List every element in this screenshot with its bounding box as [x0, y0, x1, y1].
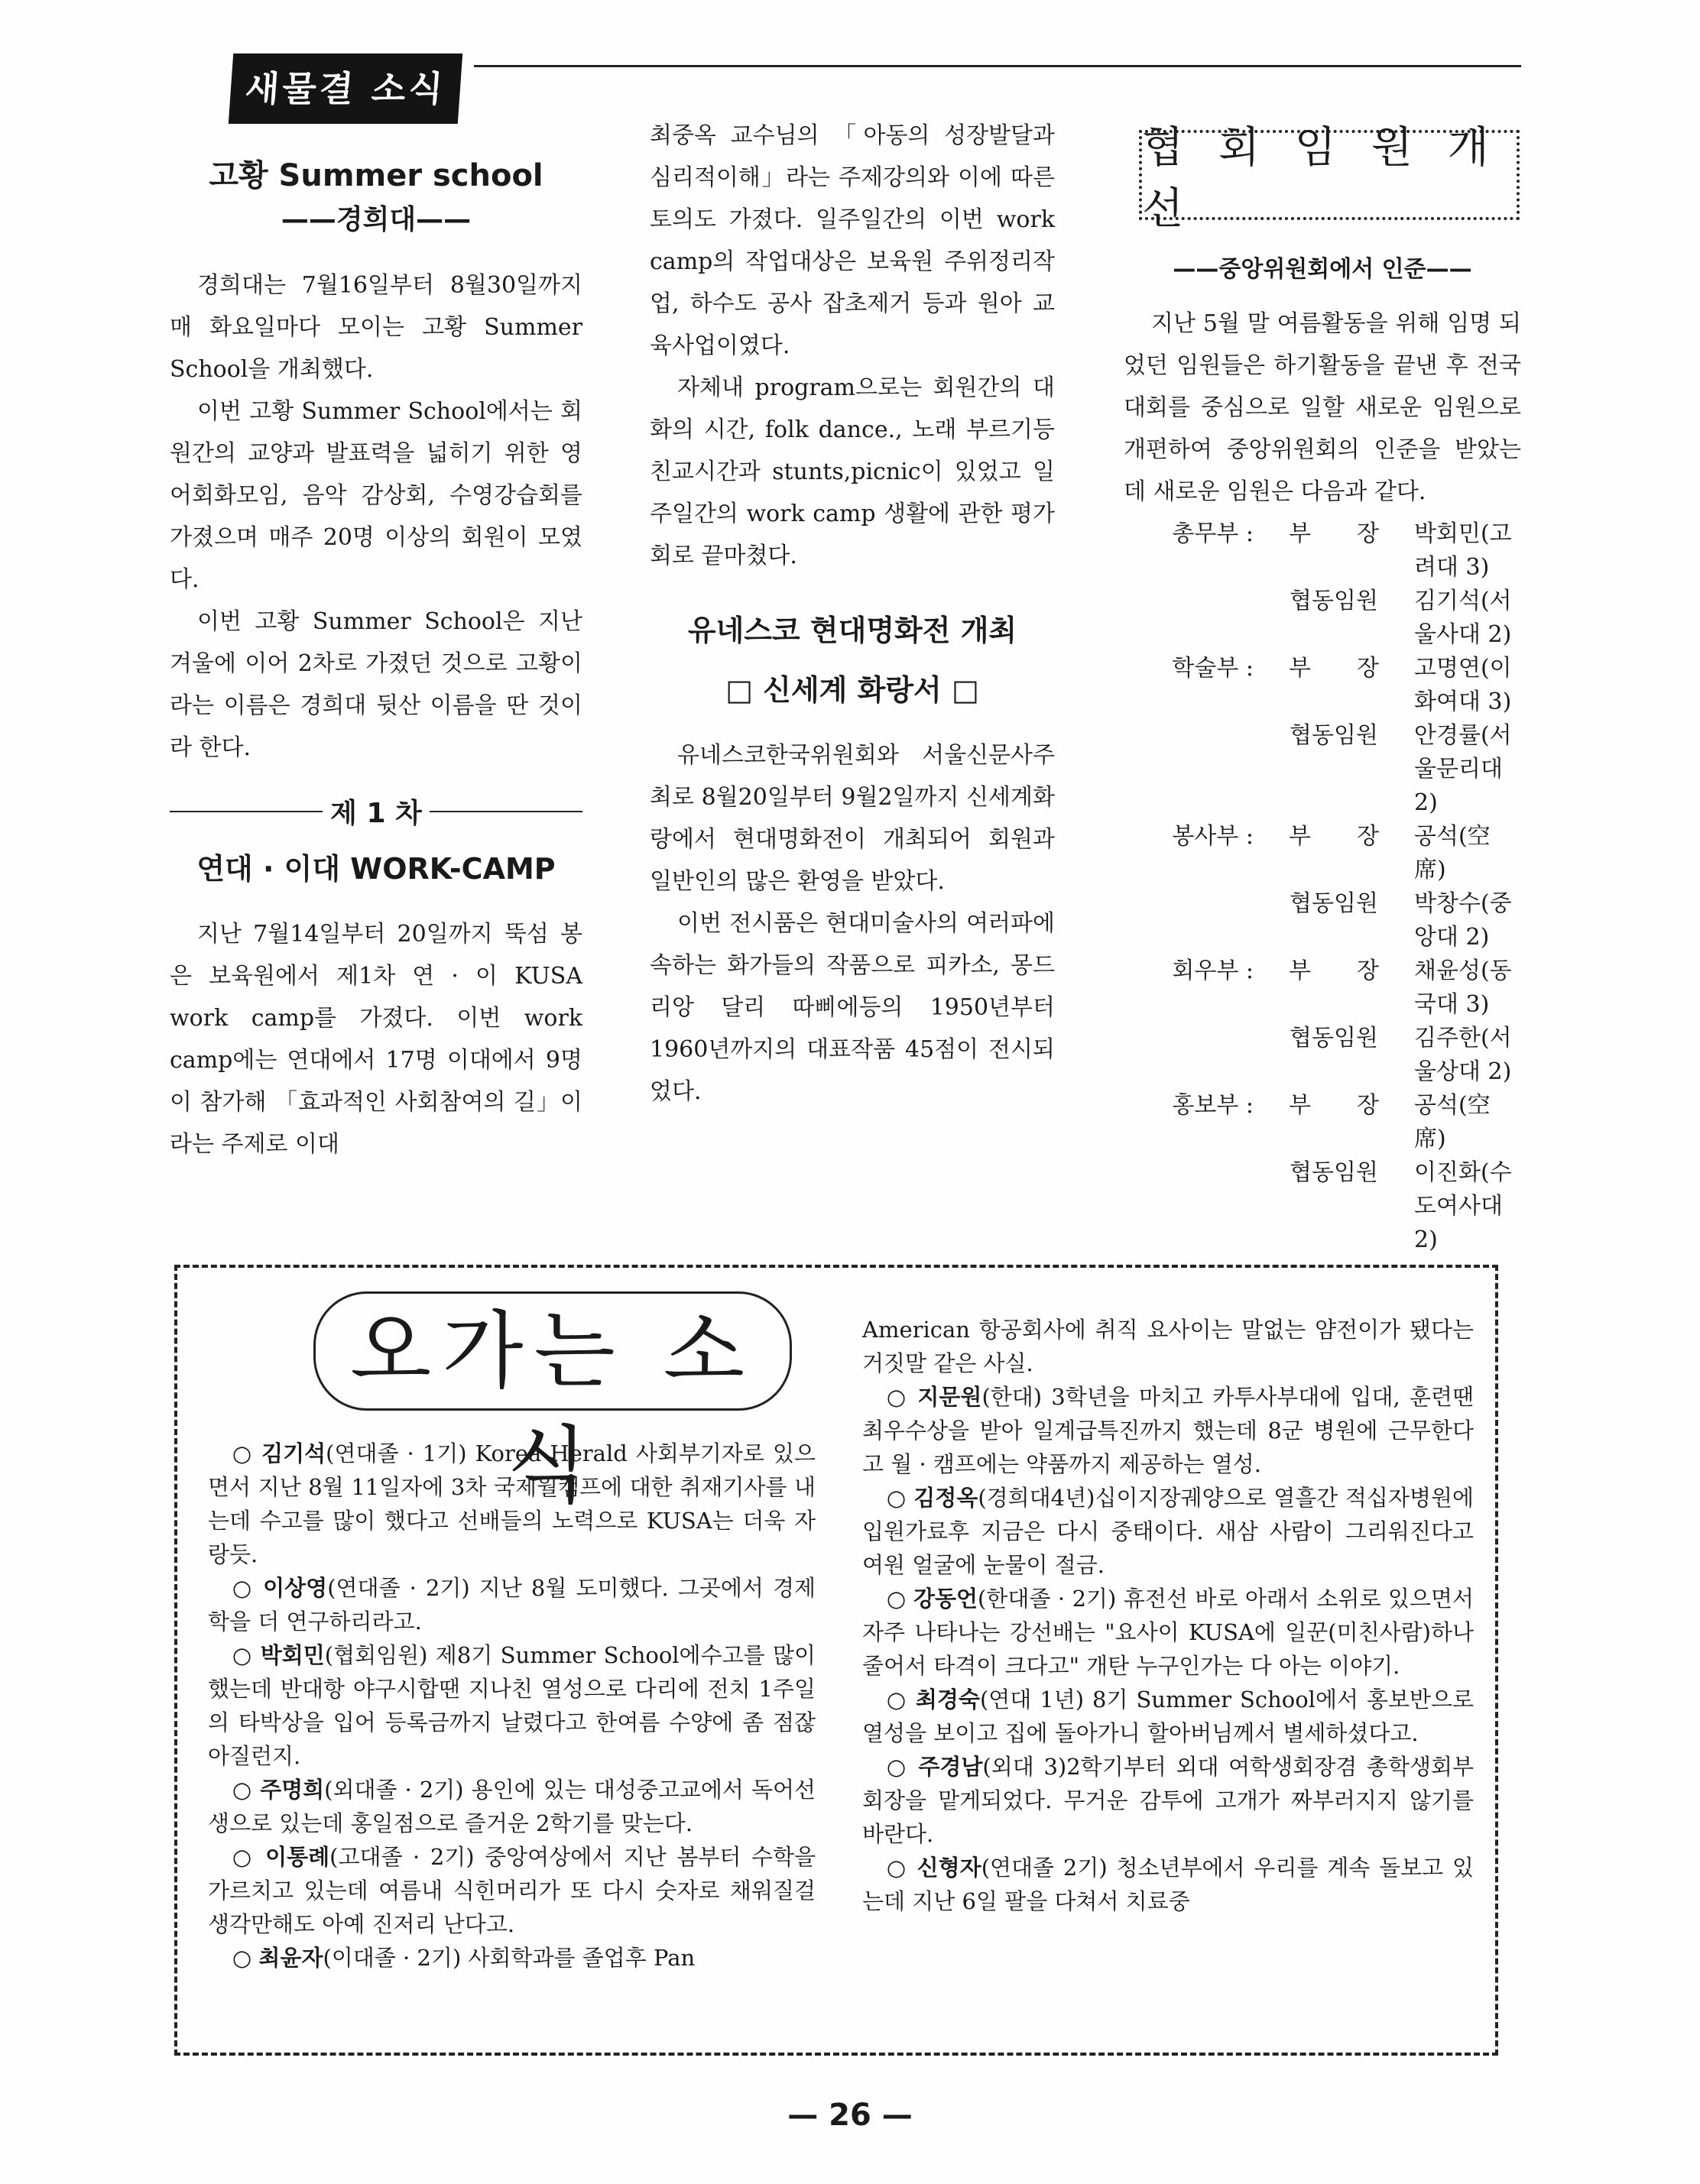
news-item-text: (외대 3)2학기부터 외대 여학생회장겸 총학생회부회장을 맡게되었다. 무거운 감투에 고개가 짜부러지지 않기를 바란다. [862, 1754, 1474, 1847]
news-person-name: 김정옥 [913, 1485, 978, 1511]
news-person-name: 이상영 [263, 1575, 328, 1601]
news-item [862, 1380, 1474, 1481]
news-person-name: 이통례 [265, 1844, 330, 1870]
bullet-circle-icon: ○ [232, 1575, 255, 1601]
officer-name: 이진화(수도여사대 2) [1414, 1159, 1512, 1253]
news-item [208, 1840, 816, 1941]
officer-role: 부 장 [1289, 823, 1379, 850]
news-logo: 오가는 소식 [313, 1291, 792, 1411]
workcamp-continued: 최중옥 교수님의 「아동의 성장발달과 심리적이해」라는 주제강의와 이에 따른 토의도 가졌다. 일주일간의 이번 work camp의 작업대상은 보육원 주위정리작업, 하수도 공사 잡초제거 등과 원아 교육사업이였다. [650, 122, 1055, 359]
workcamp-title: 연대 · 이대 WORK-CAMP [196, 852, 556, 886]
officer-role: 부 장 [1289, 655, 1379, 682]
officers-table [1124, 517, 1521, 1257]
news-item [862, 1481, 1474, 1582]
news-person-name: 주명희 [260, 1777, 325, 1803]
heading-rule [430, 811, 582, 812]
news-person-name: 박회민 [260, 1642, 325, 1668]
news-item-text: (연대졸 2기) 청소년부에서 우리를 계속 돌보고 있는데 지난 6일 팔을 다쳐서 치료중 [862, 1855, 1474, 1914]
officer-name: 공석(空席) [1414, 1092, 1491, 1152]
news-item [862, 1582, 1474, 1683]
workcamp-ordinal: 제 1 차 [330, 798, 422, 829]
news-item [208, 1437, 816, 1571]
summer-paragraph: 이번 고황 Summer School에서는 회원간의 교양과 발표력을 넓히기 위한 영어회화모임, 음악 감상회, 수영강습회를 가졌으며 매주 20명 이상의 회원이 모였다. [170, 398, 582, 593]
news-item-text: (한대) 3학년을 마치고 카투사부대에 입대, 훈련땐 최우수상을 받아 일계급특진까지 했는데 8군 병원에 근무한다고 월 · 캠프에는 약품까지 제공하는 열성. [862, 1384, 1475, 1477]
news-person-name: 지문원 [917, 1384, 982, 1410]
masthead-badge: 새물결 소식 [229, 53, 462, 124]
officer-dept: 회우부 : [1172, 958, 1254, 984]
bullet-circle-icon: ○ [232, 1777, 253, 1803]
summer-paragraph: 이번 고황 Summer School은 지난 겨울에 이어 2차로 가졌던 것으로 고황이라는 이름은 경희대 뒷산 이름을 딴 것이라 한다. [170, 608, 582, 761]
officer-role: 협동임원 [1290, 722, 1378, 749]
officer-row [1124, 1156, 1521, 1257]
unesco-title: 유네스코 현대명화전 개최 [687, 614, 1017, 647]
news-right-column [862, 1313, 1474, 1918]
news-item-text: (고대졸 · 2기) 중앙여상에서 지난 봄부터 수학을 가르치고 있는데 여름내 식힌머리가 또 다시 숫자로 채워질걸 생각만해도 아예 진저리 난다고. [208, 1844, 816, 1937]
news-person-name: 최경숙 [915, 1687, 980, 1713]
officer-dept: 총무부 : [1172, 520, 1254, 547]
officer-name: 안경률(서울문리대 2) [1414, 722, 1512, 816]
bullet-circle-icon: ○ [886, 1754, 909, 1780]
officer-role: 협동임원 [1290, 588, 1378, 614]
summer-title: 고황 Summer school [209, 158, 543, 193]
bullet-circle-icon: ○ [232, 1440, 254, 1466]
column-left [170, 153, 582, 1165]
officer-name: 박창수(중앙대 2) [1414, 890, 1512, 951]
unesco-paragraph: 유네스코한국위원회와 서울신문사주최로 8월20일부터 9월2일까지 신세계화랑에서 현대명화전이 개최되어 회원과 일반인의 많은 환영을 받았다. [650, 742, 1055, 895]
news-person-name: 강동언 [913, 1586, 978, 1612]
news-person-name: 주경남 [918, 1754, 983, 1780]
workcamp-paragraph: 지난 7월14일부터 20일까지 뚝섬 봉은 보육원에서 제1차 연 · 이 KUSA work camp를 가졌다. 이번 work camp에는 연대에서 17명 이대에서 9명이 참가해 「효과적인 사회참여의 길」이라는 주제로 이대 [170, 921, 582, 1158]
news-item-text: (연대 1년) 8기 Summer School에서 홍보반으로 열성을 보이고 집에 돌아가니 할아버님께서 별세하셨다고. [862, 1687, 1475, 1746]
officers-title: 협 회 임 원 개 선 [1142, 123, 1500, 234]
summer-subtitle: ——경희대—— [281, 204, 472, 235]
news-item [862, 1313, 1474, 1380]
news-person-name: 신형자 [917, 1855, 981, 1881]
officers-intro: 지난 5월 말 여름활동을 위해 임명 되었던 임원들은 하기활동을 끝낸 후 전국대회를 중심으로 일할 새로운 임원으로 개편하여 중앙위원회의 인준을 받았는데 새로운 임원은 다음과 같다. [1124, 310, 1521, 505]
bullet-circle-icon: ○ [232, 1844, 255, 1870]
officer-dept: 홍보부 : [1172, 1092, 1254, 1119]
officer-row [1124, 820, 1521, 887]
bullet-circle-icon: ○ [886, 1687, 907, 1713]
bullet-circle-icon: ○ [232, 1945, 252, 1971]
officer-role: 협동임원 [1290, 1159, 1378, 1186]
news-item-text: (연대졸 · 1기) Korea Herald 사회부기자로 있으면서 지난 8월 11일자에 3차 국제월캠프에 대한 취재기사를 내는데 수고를 많이 했다고 선배들의 노력으로 KUSA는 더욱 자랑듯. [208, 1440, 816, 1567]
officer-name: 공석(空席) [1414, 823, 1491, 883]
officer-name: 박회민(고려대 3) [1414, 520, 1512, 581]
officer-row [1124, 1022, 1521, 1089]
news-item [862, 1851, 1474, 1918]
officer-dept [1124, 585, 1254, 652]
officer-name: 김주한(서울상대 2) [1414, 1025, 1512, 1085]
officer-row [1124, 1089, 1521, 1156]
officers-title-box [1139, 123, 1520, 234]
bullet-circle-icon: ○ [886, 1384, 909, 1410]
officer-dept [1124, 1022, 1254, 1089]
news-item [862, 1683, 1474, 1750]
officer-role: 부 장 [1289, 520, 1379, 547]
officer-dept [1124, 887, 1254, 954]
news-item-text: (협회임원) 제8기 Summer School에수고를 많이 했는데 반대항 야구시합땐 지나친 열성으로 다리에 전치 1주일의 타박상을 입어 등록금까지 날렸다고 한여름 수양에 좀 점잖아질런지. [208, 1642, 816, 1769]
bullet-circle-icon: ○ [886, 1855, 908, 1881]
column-middle [650, 115, 1055, 1113]
news-left-column [208, 1437, 816, 1975]
officer-dept [1124, 719, 1254, 820]
masthead-rule [474, 65, 1521, 67]
officer-name: 채윤성(동국대 3) [1414, 958, 1512, 1018]
officer-row [1124, 517, 1521, 585]
news-item-text: (외대졸 · 2기) 용인에 있는 대성중고교에서 독어선생으로 있는데 홍일점으로 즐거운 2학기를 맞는다. [208, 1777, 816, 1836]
news-item-text: American 항공회사에 취직 요사이는 말없는 얌전이가 됐다는 거짓말 같은 사실. [862, 1317, 1474, 1376]
news-item-text: (이대졸 · 2기) 사회학과를 졸업후 Pan [323, 1945, 696, 1971]
officer-dept: 봉사부 : [1172, 823, 1254, 850]
officer-role: 협동임원 [1290, 890, 1378, 917]
page-number: — 26 — [787, 2098, 913, 2133]
news-item [208, 1773, 816, 1840]
officer-row [1124, 887, 1521, 954]
bullet-circle-icon: ○ [886, 1586, 907, 1612]
news-item [208, 1638, 816, 1773]
news-item [208, 1941, 816, 1975]
news-item-text: (연대졸 · 2기) 지난 8월 도미했다. 그곳에서 경제학을 더 연구하리라고. [208, 1575, 816, 1635]
workcamp-program: 자체내 program으로는 회원간의 대화의 시간, folk dance., 노래 부르기등 친교시간과 stunts,picnic이 있었고 일주일간의 work camp 생활에 관한 평가회로 끝마쳤다. [650, 374, 1055, 569]
officer-row [1124, 719, 1521, 820]
officer-row [1124, 585, 1521, 652]
officer-dept [1124, 1156, 1254, 1257]
heading-rule [170, 811, 323, 812]
officer-role: 협동임원 [1290, 1025, 1378, 1051]
news-person-name: 최윤자 [258, 1945, 323, 1971]
workcamp-ordinal-heading [170, 792, 582, 831]
officer-row [1124, 954, 1521, 1022]
officer-dept: 학술부 : [1172, 655, 1254, 682]
unesco-paragraph: 이번 전시품은 현대미술사의 여러파에 속하는 화가들의 작품으로 피카소, 몽드리앙 달리 따삐에등의 1950년부터 1960년까지의 대표작품 45점이 전시되었다. [650, 910, 1055, 1105]
news-item-text: (한대졸 · 2기) 휴전선 바로 아래서 소위로 있으면서 자주 나타나는 강선배는 "요사이 KUSA에 일꾼(미친사람)하나 줄어서 타격이 크다고" 개탄 누구인가는 다 아는 이야기. [862, 1586, 1475, 1679]
officer-role: 부 장 [1289, 958, 1379, 984]
officer-name: 김기석(서울사대 2) [1414, 588, 1512, 648]
summer-paragraph: 경희대는 7월16일부터 8월30일까지 매 화요일마다 모이는 고황 Summer School을 개최했다. [170, 272, 582, 383]
news-item [862, 1750, 1474, 1851]
bullet-circle-icon: ○ [886, 1485, 907, 1511]
news-item-text: (경희대4년)십이지장궤양으로 열흘간 적십자병원에 입원가료후 지금은 다시 중태이다. 새삼 사람이 그리워진다고 여원 얼굴에 눈물이 절금. [862, 1485, 1474, 1578]
officers-subtitle: ——중앙위원회에서 인준—— [1173, 256, 1472, 283]
column-right [1124, 123, 1521, 1257]
officer-row [1124, 652, 1521, 719]
unesco-subtitle: □ 신세계 화랑서 □ [725, 673, 979, 707]
officer-name: 고명연(이화여대 3) [1414, 655, 1512, 715]
officer-role: 부 장 [1289, 1092, 1379, 1119]
bullet-circle-icon: ○ [232, 1642, 253, 1668]
news-person-name: 김기석 [261, 1440, 326, 1466]
news-item [208, 1571, 816, 1638]
